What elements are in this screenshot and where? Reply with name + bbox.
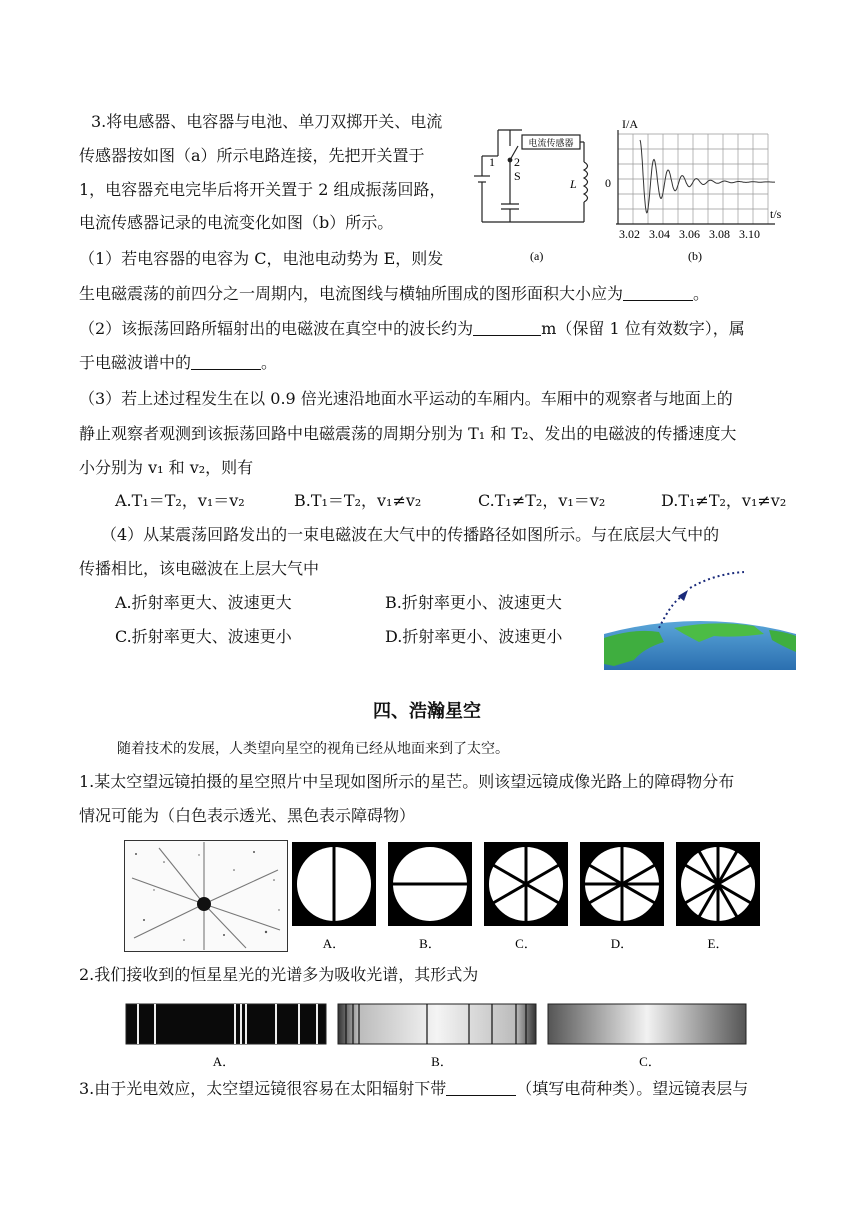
x-axis-label: t/s [770,207,782,221]
fig-a-caption: (a) [530,249,544,263]
q3-part4-option-b: B.折射率更小、波速更大 [385,593,562,612]
section-intro: 随着技术的发展，人类望向星空的视角已经从地面来到了太空。 [117,741,509,757]
tick-label: 3.02 [619,227,640,241]
q3-part1-line-b: 生电磁震荡的前四分之一周期内，电流图线与横轴所围成的图形面积大小应为 。 [79,284,710,303]
q3-part3-line-2: 静止观察者观测到该振荡回路中电磁震荡的周期分别为 T₁ 和 T₂、发出的电磁波的传播速度大 [79,424,737,443]
fig-b-caption: (b) [688,249,702,263]
zero-label: 0 [605,176,611,190]
answer-blank-4[interactable] [446,1079,516,1096]
earth-wave-figure [604,568,796,670]
q3-part4-line-2: 传播相比，该电磁波在上层大气中 [79,559,320,578]
option-b-label: B． [419,936,441,951]
q3-part1-line-a: （1）若电容器的电容为 C，电池电动势为 E，则发 [79,249,444,268]
q3-line-1: 3.将电感器、电容器与电池、单刀双掷开关、电流 [91,112,443,131]
option-e-label: E． [707,936,729,951]
switch-s-label: S [514,169,521,183]
tick-label: 3.04 [649,227,670,241]
inductor-label: L [570,177,577,191]
q3-part3-line-3: 小分别为 v₁ 和 v₂，则有 [79,458,254,477]
q3-part3-option-b: B.T₁＝T₂，v₁≠v₂ [294,491,422,510]
spectrum-a-label: A． [212,1054,236,1069]
tick-label: 3.10 [739,227,760,241]
tick-label: 3.06 [679,227,700,241]
q3-part3-option-d: D.T₁≠T₂，v₁≠v₂ [661,491,787,510]
aperture-options [292,840,792,952]
s4-q1-line-2: 情况可能为（白色表示透光、黑色表示障碍物） [79,806,416,825]
q3-part4-line-1: （4）从某震荡回路发出的一束电磁波在大气中的传播路径如图所示。与在底层大气中的 [101,525,720,544]
current-graph [600,112,790,266]
s4-q3-line: 3.由于光电效应，太空望远镜很容易在太阳辐射下带 （填写电荷种类）。望远镜表层与 [79,1079,749,1098]
q3-part2-line-a: （2）该振荡回路所辐射出的电磁波在真空中的波长约为 m（保留 1 位有效数字），属 [79,319,745,338]
section-title: 四、浩瀚星空 [373,701,481,722]
y-axis-label: I/A [622,117,638,131]
star-photo [124,840,288,952]
sensor-label: 电流传感器 [528,139,574,149]
spectrum-c-label: C． [639,1054,661,1069]
tick-label: 3.08 [709,227,730,241]
q3-part4-option-a: A.折射率更大、波速更大 [115,593,292,612]
s4-q1-line-1: 1.某太空望远镜拍摄的星空照片中呈现如图所示的星芒。则该望远镜成像光路上的障碍物分布 [79,772,735,791]
q3-line-2: 传感器按如图（a）所示电路连接，先把开关置于 [79,146,425,165]
q3-part4-option-c: C.折射率更大、波速更小 [115,627,292,646]
q3-line-3: 1，电容器充电完毕后将开关置于 2 组成振荡回路， [79,180,446,199]
q3-part3-line-1: （3）若上述过程发生在以 0.9 倍光速沿地面水平运动的车厢内。车厢中的观察者与地面上的 [79,389,733,408]
switch-pos-2-label: 2 [514,155,520,169]
option-c-label: C． [515,936,537,951]
option-d-label: D． [610,936,634,951]
switch-pos-1-label: 1 [489,155,495,169]
s4-q2-line: 2.我们接收到的恒星星光的光谱多为吸收光谱，其形式为 [79,965,479,984]
answer-blank-1[interactable] [623,284,693,301]
q3-part2-line-b: 于电磁波谱中的 。 [79,353,278,372]
spectra-options [124,1000,752,1072]
answer-blank-2[interactable] [473,319,541,336]
q3-part3-option-a: A.T₁＝T₂，v₁＝v₂ [115,491,245,510]
answer-blank-3[interactable] [191,353,261,370]
circuit-diagram [470,118,605,268]
q3-part3-option-c: C.T₁≠T₂，v₁＝v₂ [478,491,606,510]
q3-part1-text: 生电磁震荡的前四分之一周期内，电流图线与横轴所围成的图形面积大小应为 [79,284,624,303]
q3-part4-option-d: D.折射率更小、波速更小 [385,627,563,646]
spectrum-b-label: B． [431,1054,453,1069]
option-a-label: A． [322,936,346,951]
q3-line-4: 电流传感器记录的电流变化如图（b）所示。 [79,213,394,232]
